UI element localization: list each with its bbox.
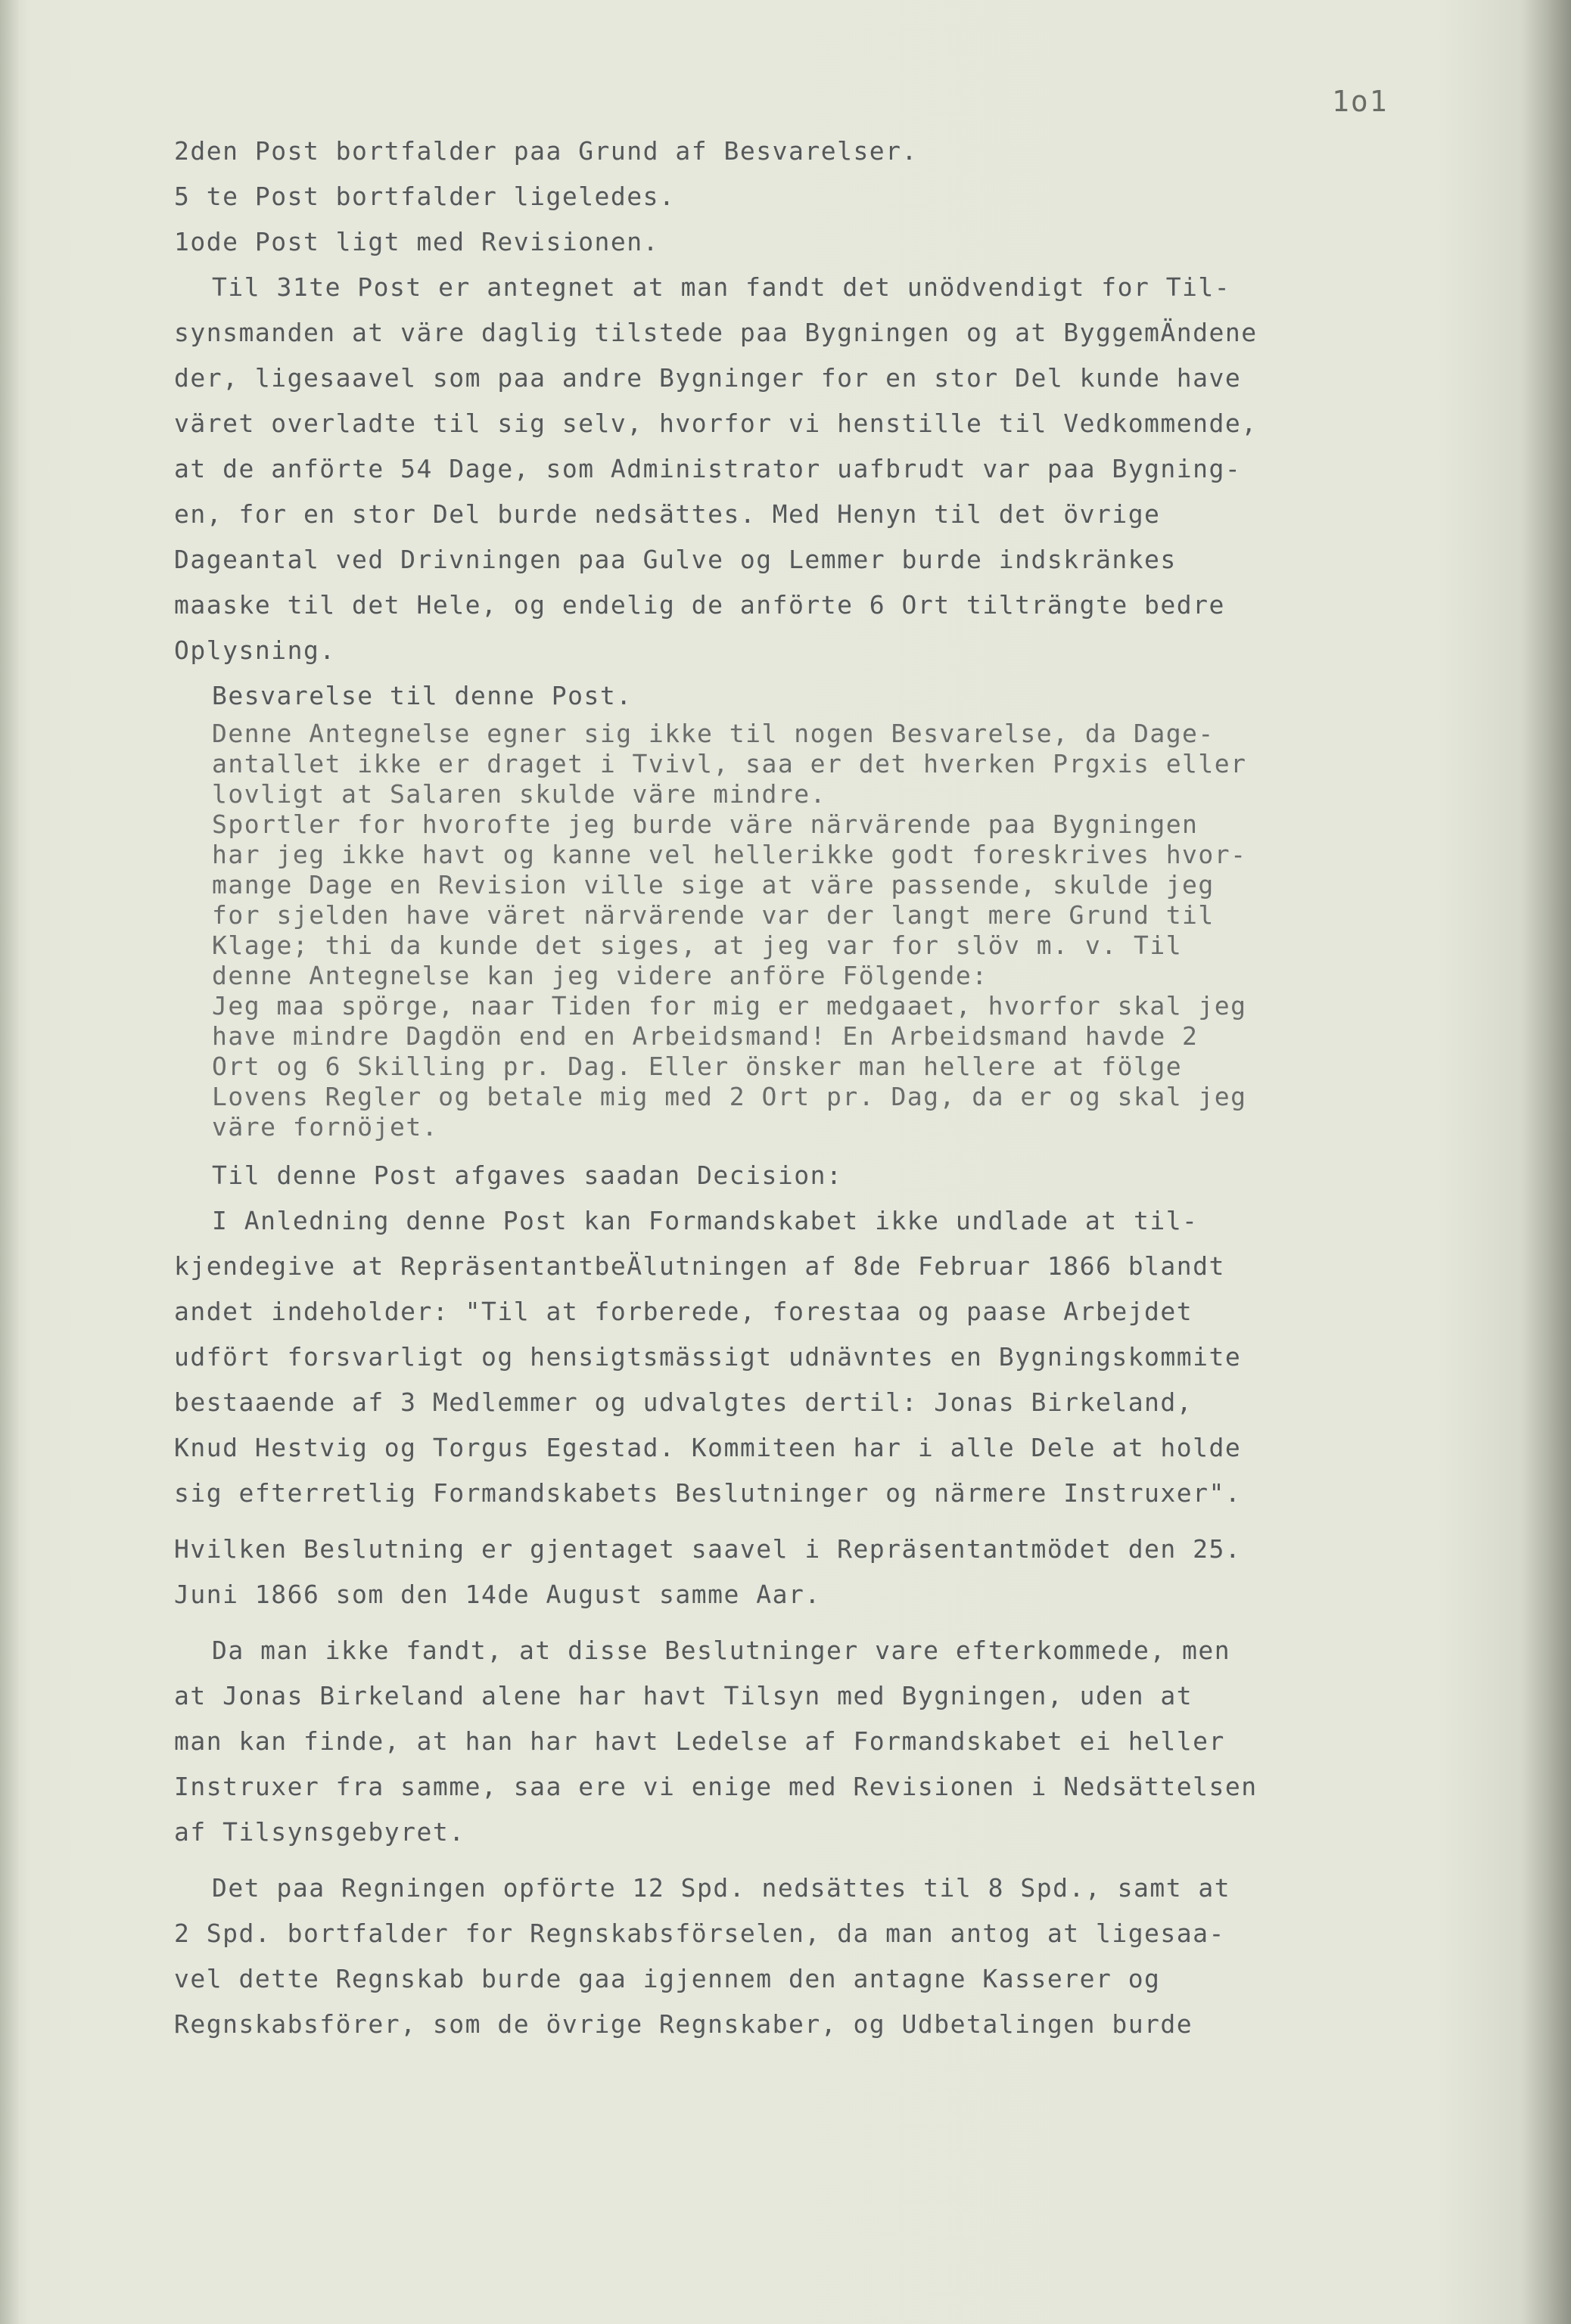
text-line: Denne Antegnelse egner sig ikke til nogen Besvarelse, da Dage- — [212, 719, 1215, 748]
page-binding-edge — [0, 0, 21, 2324]
section-heading: Til denne Post afgaves saadan Decision: — [212, 1160, 843, 1190]
text-line: Juni 1866 som den 14de August samme Aar. — [174, 1580, 821, 1609]
text-line: Knud Hestvig og Torgus Egestad. Kommiteen har i alle Dele at holde — [174, 1433, 1242, 1462]
text-line: synsmanden at väre daglig tilstede paa Bygningen og at ByggemÄndene — [174, 318, 1258, 347]
text-line: bestaaende af 3 Medlemmer og udvalgtes dertil: Jonas Birkeland, — [174, 1387, 1193, 1417]
text-line: 2 Spd. bortfalder for Regnskabsförselen, da man antog at ligesaa- — [174, 1919, 1225, 1948]
text-line: andet indeholder: "Til at forberede, forestaa og paase Arbejdet — [174, 1297, 1193, 1326]
text-line: väre fornöjet. — [212, 1112, 439, 1142]
text-line: vel dette Regnskab burde gaa igjennem den antagne Kasserer og — [174, 1964, 1161, 1993]
text-line: I Anledning denne Post kan Formandskabet ikke undlade at til- — [212, 1206, 1199, 1235]
text-line: Instruxer fra samme, saa ere vi enige med Revisionen i Nedsättelsen — [174, 1772, 1258, 1801]
text-line: have mindre Dagdön end en Arbeidsmand! En Arbeidsmand havde 2 — [212, 1021, 1199, 1051]
text-line: Dageantal ved Drivningen paa Gulve og Lemmer burde indskränkes — [174, 545, 1177, 574]
text-line: en, for en stor Del burde nedsättes. Med Henyn til det övrige — [174, 499, 1161, 529]
text-line: Det paa Regningen opförte 12 Spd. nedsättes til 8 Spd., samt at — [212, 1873, 1231, 1903]
text-line: Til 31te Post er antegnet at man fandt det unödvendigt for Til- — [212, 272, 1231, 302]
text-line: Regnskabsförer, som de övrige Regnskaber, og Udbetalingen burde — [174, 2009, 1193, 2039]
text-line: Jeg maa spörge, naar Tiden for mig er medgaaet, hvorfor skal jeg — [212, 991, 1247, 1021]
text-line: Lovens Regler og betale mig med 2 Ort pr. Dag, da er og skal jeg — [212, 1082, 1247, 1111]
text-line: Hvilken Beslutning er gjentaget saavel i Repräsentantmödet den 25. — [174, 1534, 1242, 1564]
text-line: 1ode Post ligt med Revisionen. — [174, 227, 660, 256]
text-line: antallet ikke er draget i Tvivl, saa er det hverken Prgxis eller — [212, 749, 1247, 778]
text-line: Ort og 6 Skilling pr. Dag. Eller önsker man hellere at fölge — [212, 1052, 1183, 1081]
text-line: at de anförte 54 Dage, som Administrator uafbrudt var paa Bygning- — [174, 454, 1242, 483]
text-line: kjendegive at RepräsentantbeÄlutningen af 8de Februar 1866 blandt — [174, 1251, 1225, 1281]
text-line: mange Dage en Revision ville sige at väre passende, skulde jeg — [212, 870, 1215, 899]
text-line: for sjelden have väret närvärende var der langt mere Grund til — [212, 900, 1215, 930]
text-line: man kan finde, at han har havt Ledelse af Formandskabet ei heller — [174, 1726, 1225, 1756]
text-line: denne Antegnelse kan jeg videre anföre Fölgende: — [212, 961, 988, 990]
typed-text-body — [174, 129, 1506, 2047]
text-line: väret overladte til sig selv, hvorfor vi henstille til Vedkommende, — [174, 409, 1258, 438]
text-line: 5 te Post bortfalder ligeledes. — [174, 182, 676, 211]
text-line: Klage; thi da kunde det siges, at jeg var for slöv m. v. Til — [212, 931, 1183, 960]
text-line: udfört forsvarligt og hensigtsmässigt udnävntes en Bygningskommite — [174, 1342, 1242, 1372]
text-line: der, ligesaavel som paa andre Bygninger for en stor Del kunde have — [174, 363, 1242, 393]
text-line: lovligt at Salaren skulde väre mindre. — [212, 779, 826, 809]
text-line: Sportler for hvorofte jeg burde väre närvärende paa Bygningen — [212, 809, 1199, 839]
text-line: at Jonas Birkeland alene har havt Tilsyn med Bygningen, uden at — [174, 1681, 1193, 1710]
text-line: af Tilsynsgebyret. — [174, 1817, 465, 1847]
reply-block — [174, 719, 1506, 1142]
text-line: 2den Post bortfalder paa Grund af Besvarelser. — [174, 136, 918, 166]
text-line: maaske til det Hele, og endelig de anförte 6 Ort tilträngte bedre — [174, 590, 1225, 620]
text-line: Da man ikke fandt, at disse Beslutninger vare efterkommede, men — [212, 1636, 1231, 1665]
text-line: sig efterretlig Formandskabets Beslutninger og närmere Instruxer". — [174, 1478, 1242, 1508]
page-number: 1o1 — [1332, 85, 1389, 118]
text-line: Oplysning. — [174, 635, 336, 665]
section-heading: Besvarelse til denne Post. — [212, 681, 633, 710]
text-line: har jeg ikke havt og kanne vel hellerikke godt foreskrives hvor- — [212, 840, 1247, 869]
